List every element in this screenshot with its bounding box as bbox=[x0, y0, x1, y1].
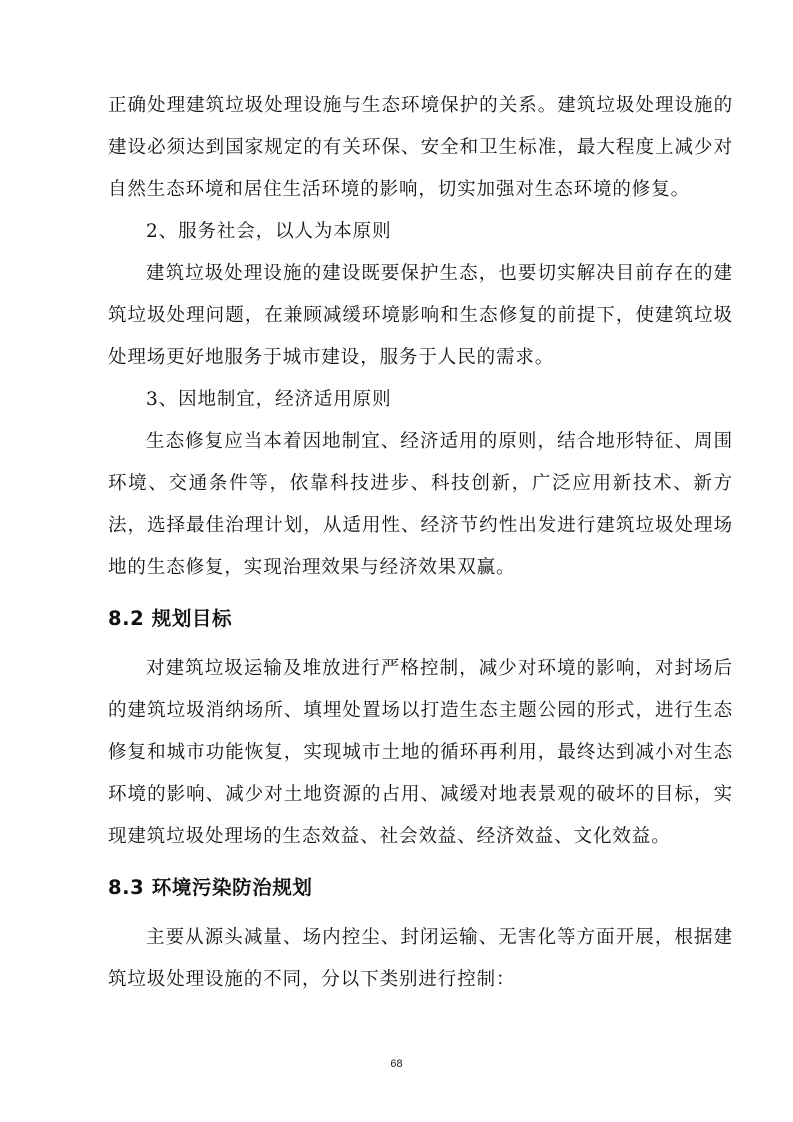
section-heading-8-2: 8.2 规划目标 bbox=[108, 607, 233, 630]
principle-heading-2: 2、服务社会，以人为本原则 bbox=[146, 221, 392, 242]
paragraph-principle-3: 生态修复应当本着因地制宜、经济适用的原则，结合地形特征、周围环境、交通条件等，依靠科技进步、科技创新，广泛应用新技术、新方法，选择最佳治理计划，从适用性、经济节约性出发进行建筑垃圾处理场地的生态修复，实现治理效果与经济效果双赢。 bbox=[108, 431, 733, 578]
principle-heading-3: 3、因地制宜，经济适用原则 bbox=[146, 389, 392, 410]
page-number: 68 bbox=[390, 1058, 403, 1070]
section-heading-8-3: 8.3 环境污染防治规划 bbox=[108, 876, 313, 899]
paragraph-planning-goal: 对建筑垃圾运输及堆放进行严格控制，减少对环境的影响，对封场后的建筑垃圾消纳场所、填埋处置场以打造生态主题公园的形式，进行生态修复和城市功能恢复，实现城市土地的循环再利用，最终达到减小对生态环境的影响、减少对土地资源的占用、减缓对地表景观的破坏的目标，实现建筑垃圾处理场的生态效益、社会效益、经济效益、文化效益。 bbox=[108, 658, 733, 847]
paragraph-principle-2: 建筑垃圾处理设施的建设既要保护生态，也要切实解决目前存在的建筑垃圾处理问题，在兼顾减缓环境影响和生态修复的前提下，使建筑垃圾处理场更好地服务于城市建设，服务于人民的需求。 bbox=[108, 263, 733, 368]
paragraph-continued: 正确处理建筑垃圾处理设施与生态环境保护的关系。建筑垃圾处理设施的建设必须达到国家规定的有关环保、安全和卫生标准，最大程度上减少对自然生态环境和居住生活环境的影响，切实加强对生态环境的修复。 bbox=[108, 95, 733, 200]
paragraph-pollution-control: 主要从源头减量、场内控尘、封闭运输、无害化等方面开展，根据建筑垃圾处理设施的不同，分以下类别进行控制： bbox=[108, 927, 733, 990]
